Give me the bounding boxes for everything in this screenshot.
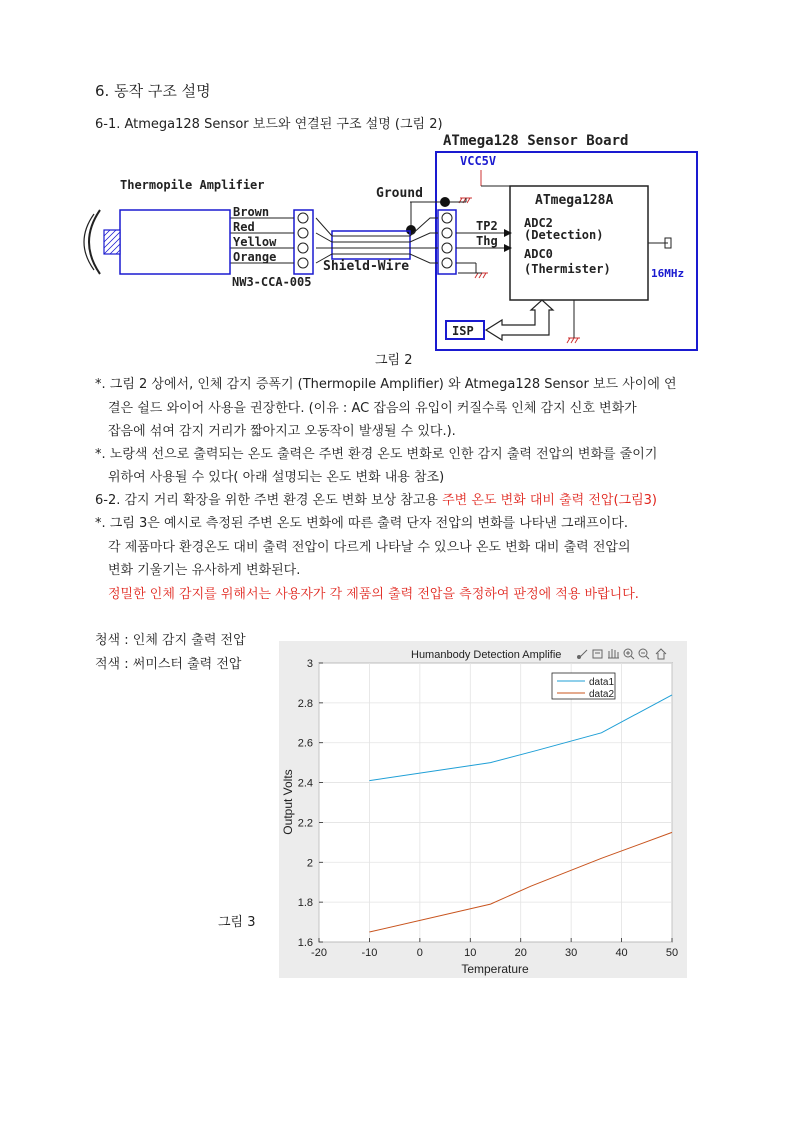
y-tick-label: 1.8 (297, 897, 313, 910)
shield-wire-label: Shield-Wire (323, 259, 410, 274)
thermister-label: (Thermister) (524, 262, 611, 276)
adc0-label: ADC0 (524, 247, 553, 261)
wire-red-label: Red (233, 220, 255, 234)
fig3-caption: 그림 3 (218, 915, 256, 930)
fig2-caption: 그림 2 (375, 353, 413, 368)
red-line-note: 적색 : 써미스터 출력 전압 (95, 657, 242, 672)
legend-label-data2: data2 (589, 689, 615, 700)
plot-area (319, 663, 672, 942)
adc2-label: ADC2 (524, 216, 553, 230)
crystal-label: 16MHz (651, 267, 685, 280)
legend-label-data1: data1 (589, 677, 615, 688)
x-axis-label: Temperature (461, 962, 529, 976)
chart-title: Humanbody Detection Amplifie (411, 649, 562, 661)
y-axis-label: Output Volts (281, 769, 295, 835)
tp2-label: TP2 (476, 219, 498, 233)
cable-model-label: NW3-CCA-005 (232, 275, 312, 289)
amplifier-box (120, 210, 230, 274)
amp-title: Thermopile Amplifier (120, 178, 265, 192)
x-tick-label: 40 (615, 947, 628, 959)
board-connector (438, 210, 456, 274)
y-tick-label: 3 (306, 658, 313, 670)
para3-line1: *. 그림 3은 예시로 측정된 주변 온도 변화에 따른 출력 단자 전압의 변화를 나타낸 그래프이다. (95, 516, 628, 531)
wire-yellow-label: Yellow (233, 235, 277, 249)
x-tick-label: 0 (416, 947, 423, 959)
para2-line2: 위하여 사용될 수 있다( 아래 설명되는 온도 변화 내용 참조) (108, 470, 445, 485)
temperature-voltage-chart (279, 641, 687, 978)
shield-wire-sheath (332, 231, 410, 259)
mcu-label: ATmega128A (535, 193, 614, 208)
x-tick-label: 20 (514, 947, 527, 959)
isp-label: ISP (452, 324, 474, 338)
subsection-6-1-title: 6-1. Atmega128 Sensor 보드와 연결된 구조 설명 (그림 2) (95, 117, 443, 132)
y-tick-label: 1.6 (297, 937, 313, 949)
y-tick-label: 2.8 (297, 697, 313, 710)
x-tick-label: -10 (361, 947, 378, 959)
x-tick-label: -20 (311, 947, 327, 959)
para1-line1: *. 그림 2 상에서, 인체 감지 증폭기 (Thermopile Amplifier) 와 Atmega128 Sensor 보드 사이에 연 (95, 377, 677, 392)
para2-line1: *. 노랑색 선으로 출력되는 온도 출력은 주변 환경 온도 변화로 인한 감지 출력 전압의 변화를 줄이기 (95, 447, 658, 462)
blue-line-note: 청색 : 인체 감지 출력 전압 (95, 633, 246, 648)
subsection-6-2-title (95, 492, 657, 510)
section-title: 6. 동작 구조 설명 (95, 82, 211, 100)
y-tick-label: 2.4 (297, 777, 313, 790)
para1-line2: 결은 쉴드 와이어 사용을 권장한다. (이유 : AC 잡음의 유입이 커질수록 인체 감지 신호 변화가 (108, 401, 637, 416)
ground-label: Ground (376, 186, 423, 201)
para3-line3: 변화 기울기는 유사하게 변화된다. (108, 563, 301, 578)
x-tick-label: 10 (464, 947, 477, 959)
thg-label: Thg (476, 234, 498, 248)
y-tick-label: 2 (306, 857, 313, 870)
wire-brown-label: Brown (233, 205, 270, 219)
detection-label: (Detection) (524, 228, 604, 242)
chart-legend (552, 673, 615, 700)
board-title: ATmega128 Sensor Board (443, 133, 629, 149)
x-tick-label: 30 (565, 947, 578, 959)
circuit-diagram (80, 128, 705, 358)
isp-arrow (486, 300, 553, 340)
wire-orange-label: Orange (233, 250, 277, 264)
para3-line2: 각 제품마다 환경온도 대비 출력 전압이 다르게 나타날 수 있으나 온도 변화 대비 출력 전압의 (108, 540, 631, 555)
amp-connector (294, 210, 313, 274)
subsection-6-2-text: 6-2. 감지 거리 확장을 위한 주변 환경 온도 변화 보상 참고용 (95, 493, 443, 508)
y-tick-label: 2.6 (297, 737, 313, 750)
subsection-6-2-highlight: 주변 온도 변화 대비 출력 전압(그림3) (442, 493, 657, 508)
y-tick-label: 2.2 (297, 817, 313, 830)
para3-warning: 정밀한 인체 감지를 위해서는 사용자가 각 제품의 출력 전압을 측정하여 판정에 적용 바랍니다. (108, 587, 639, 602)
para1-line3: 잡음에 섞여 감지 거리가 짧아지고 오동작이 발생될 수 있다.). (108, 424, 456, 439)
x-tick-label: 50 (665, 947, 679, 959)
vcc-label: VCC5V (460, 154, 497, 168)
